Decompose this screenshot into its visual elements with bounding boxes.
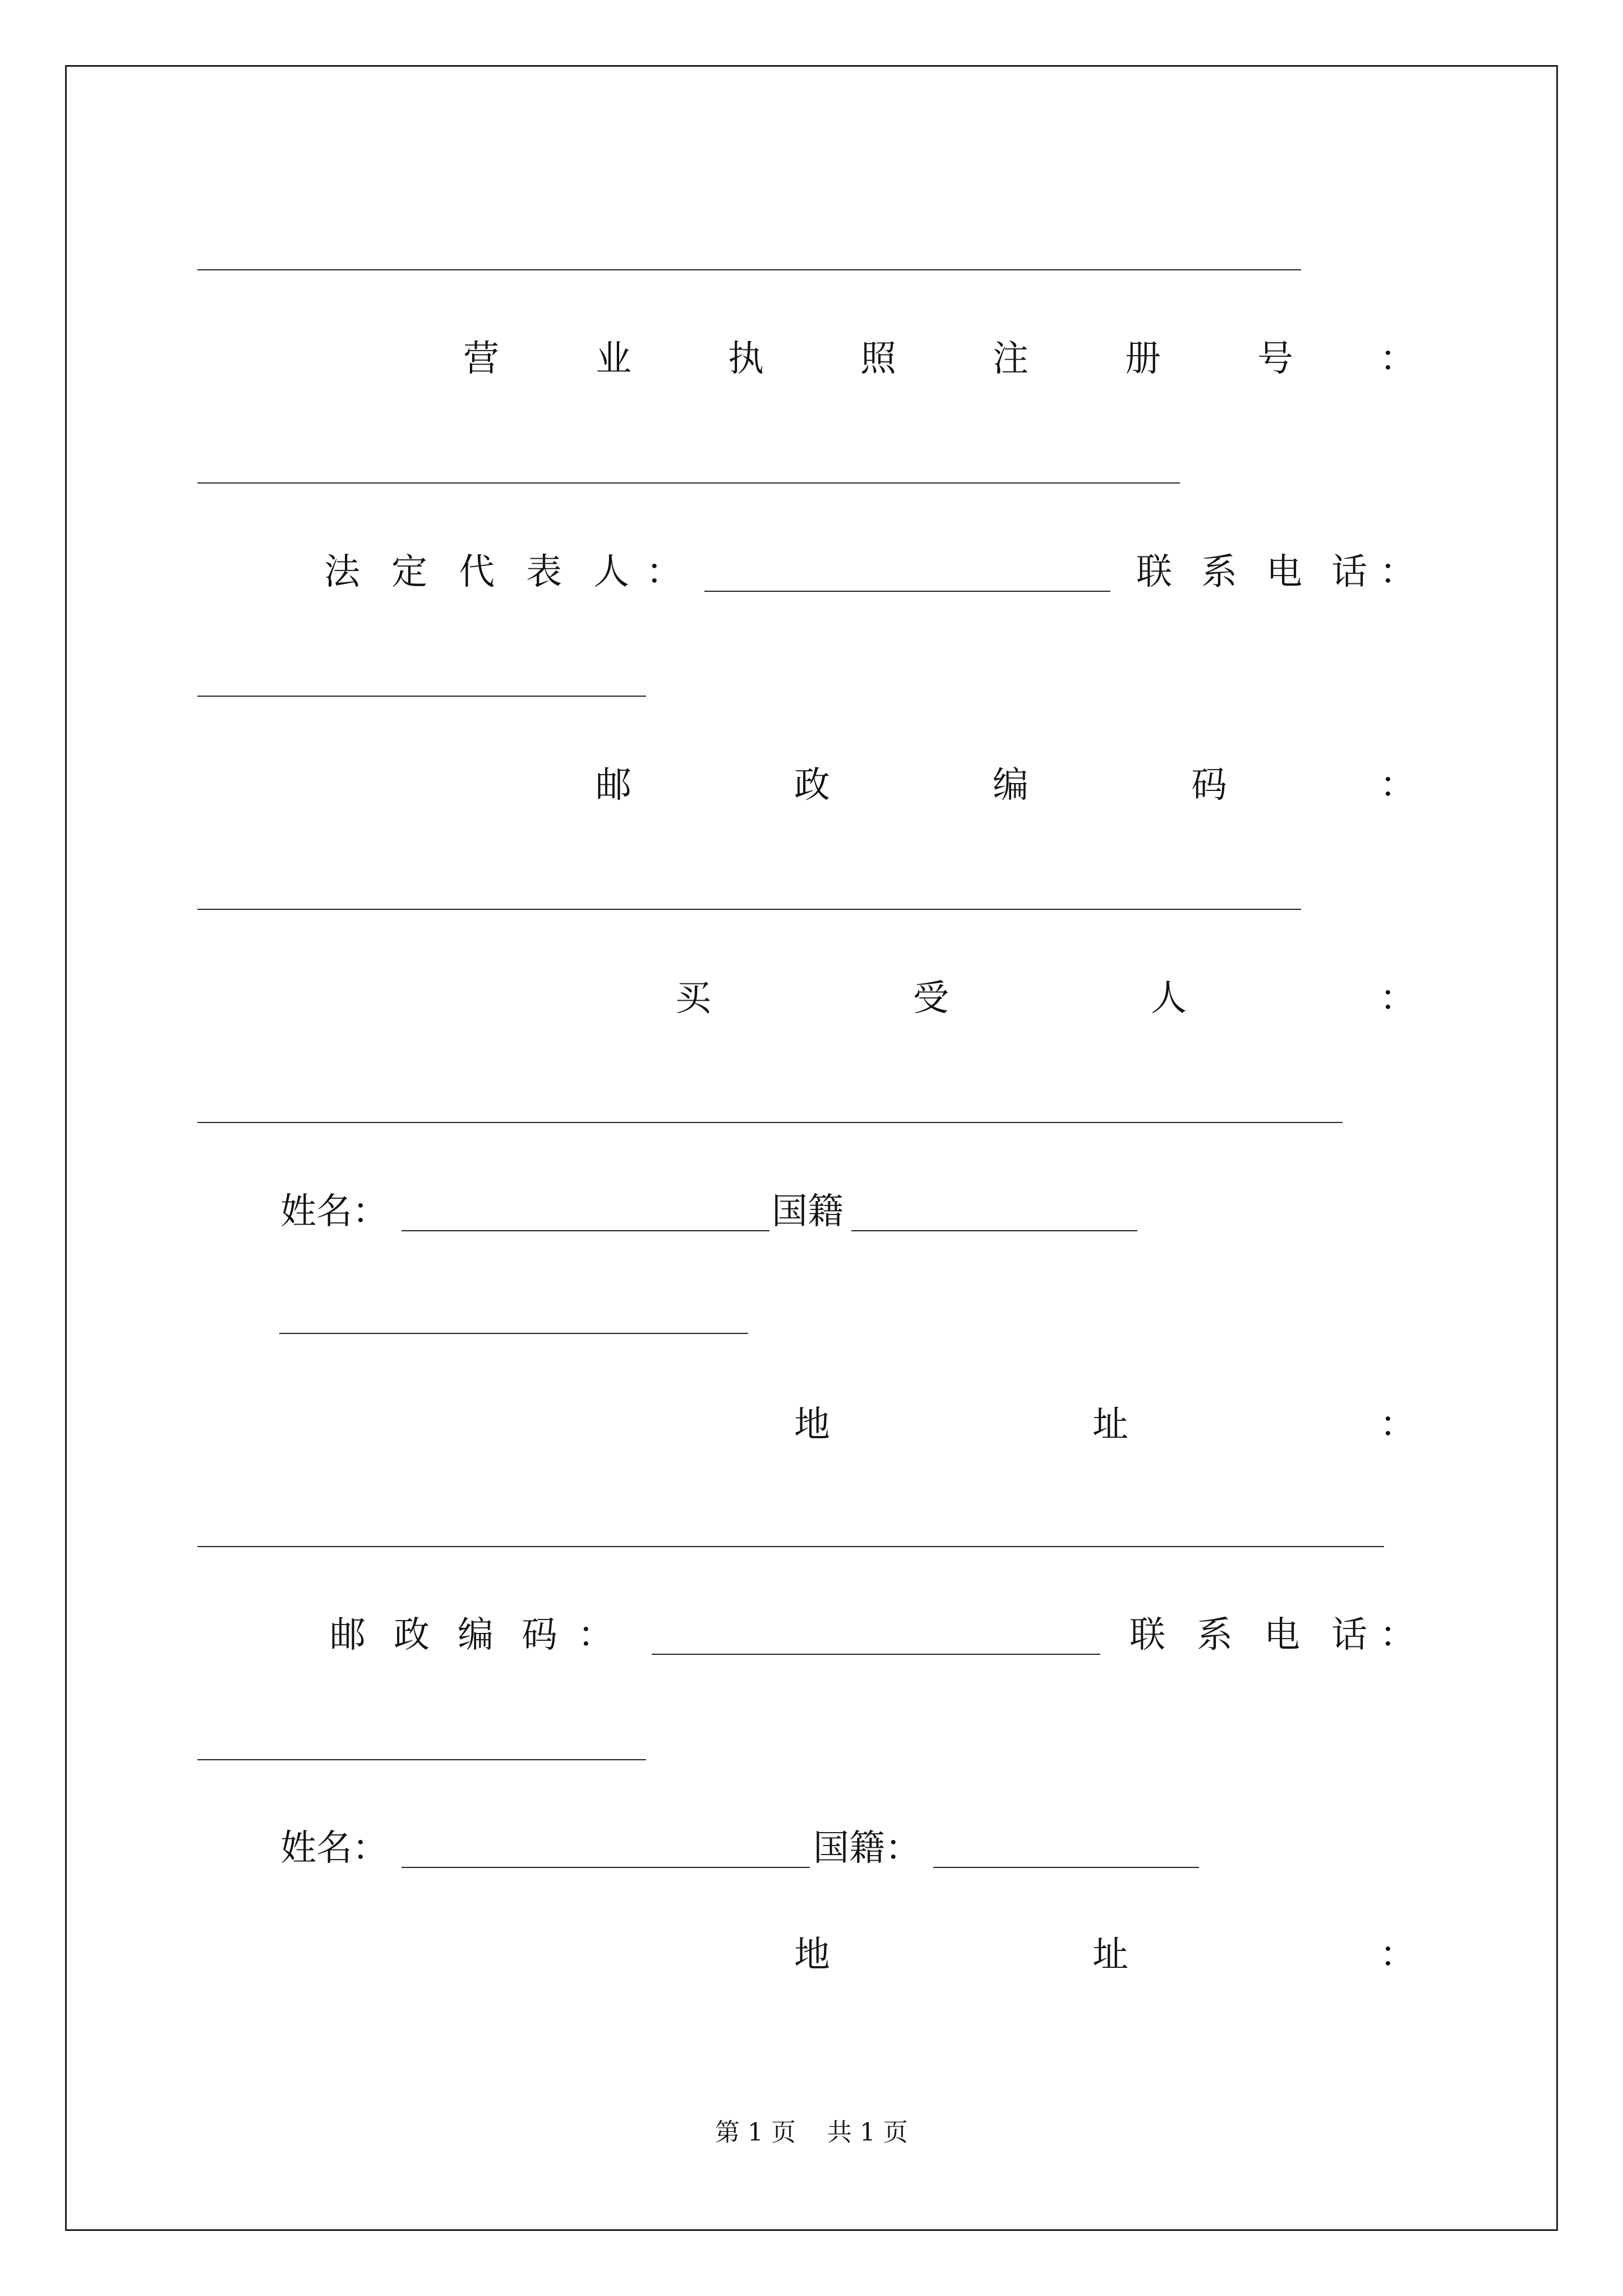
label-char: 号 [1257, 338, 1293, 380]
label-char: 系 [1201, 551, 1237, 593]
label-char: 系 [1197, 1614, 1233, 1656]
address-label [0, 1930, 1623, 1980]
label-char: 照 [860, 338, 896, 380]
page-frame [65, 65, 1558, 2231]
label-colon: ： [1380, 1404, 1415, 1446]
page-footer [0, 2116, 1623, 2150]
label-colon: ： [578, 1614, 614, 1656]
blank-line[interactable] [197, 482, 1180, 484]
label-char: 受 [913, 978, 949, 1019]
label-char: 地 [794, 1934, 830, 1976]
label-char: 政 [394, 1614, 430, 1656]
name-label: 姓名： [280, 1191, 388, 1232]
label-char: 邮 [330, 1614, 366, 1656]
label-char: 定 [391, 551, 427, 593]
postcode-phone-row [0, 1610, 1623, 1660]
nationality-label: 国籍： [813, 1828, 921, 1869]
page-total: 共 1 页 [827, 2118, 908, 2147]
label-char: 编 [993, 765, 1029, 806]
label-char: 电 [1266, 551, 1302, 593]
label-char: 法 [324, 551, 360, 593]
legal-rep-row [0, 547, 1623, 597]
blank-line[interactable] [279, 1333, 748, 1334]
label-char: 业 [596, 338, 631, 380]
name-field[interactable] [402, 1867, 810, 1868]
label-char: 码 [522, 1614, 557, 1656]
business-license-label [0, 334, 1623, 384]
label-colon: ： [646, 551, 682, 593]
blank-line[interactable] [197, 909, 1301, 910]
label-colon: ： [1380, 978, 1415, 1019]
label-char: 代 [459, 551, 495, 593]
label-char: 编 [458, 1614, 494, 1656]
label-char: 联 [1136, 551, 1172, 593]
name-nationality-row [0, 1823, 1623, 1874]
label-char: 邮 [596, 765, 631, 806]
postcode-label [0, 760, 1623, 811]
label-char: 人 [1151, 978, 1187, 1019]
label-char: 注 [993, 338, 1029, 380]
name-field[interactable] [402, 1230, 769, 1231]
blank-line[interactable] [197, 1546, 1384, 1547]
label-char: 册 [1125, 338, 1161, 380]
label-char: 政 [794, 765, 830, 806]
label-char: 表 [526, 551, 562, 593]
legal-rep-field[interactable] [704, 591, 1110, 592]
label-char: 话 [1331, 551, 1367, 593]
label-char: 营 [463, 338, 499, 380]
blank-line[interactable] [197, 1759, 646, 1760]
postcode-field[interactable] [652, 1654, 1100, 1655]
label-char: 址 [1092, 1404, 1128, 1446]
label-colon: ： [1380, 1934, 1415, 1976]
label-char: 电 [1264, 1614, 1300, 1656]
blank-line[interactable] [197, 1122, 1343, 1123]
nationality-field[interactable] [851, 1230, 1137, 1231]
page-number: 第 1 页 [715, 2118, 796, 2147]
address-label [0, 1400, 1623, 1450]
blank-line[interactable] [197, 696, 646, 697]
label-colon: ： [1380, 765, 1415, 806]
name-label: 姓名： [280, 1828, 388, 1869]
label-char: 人 [593, 551, 629, 593]
label-char: 码 [1191, 765, 1227, 806]
label-colon: ： [1380, 338, 1415, 380]
buyer-label [0, 973, 1623, 1024]
label-char: 址 [1092, 1934, 1128, 1976]
label-char: 联 [1129, 1614, 1165, 1656]
label-char: 执 [728, 338, 764, 380]
label-colon: ： [1380, 1614, 1415, 1656]
label-char: 地 [794, 1404, 830, 1446]
nationality-label: 国籍 [772, 1191, 843, 1232]
label-char: 话 [1331, 1614, 1367, 1656]
label-char: 买 [675, 978, 711, 1019]
buyer-name-row [0, 1186, 1623, 1237]
label-colon: ： [1380, 551, 1415, 593]
blank-line[interactable] [197, 269, 1301, 270]
nationality-field[interactable] [933, 1867, 1199, 1868]
